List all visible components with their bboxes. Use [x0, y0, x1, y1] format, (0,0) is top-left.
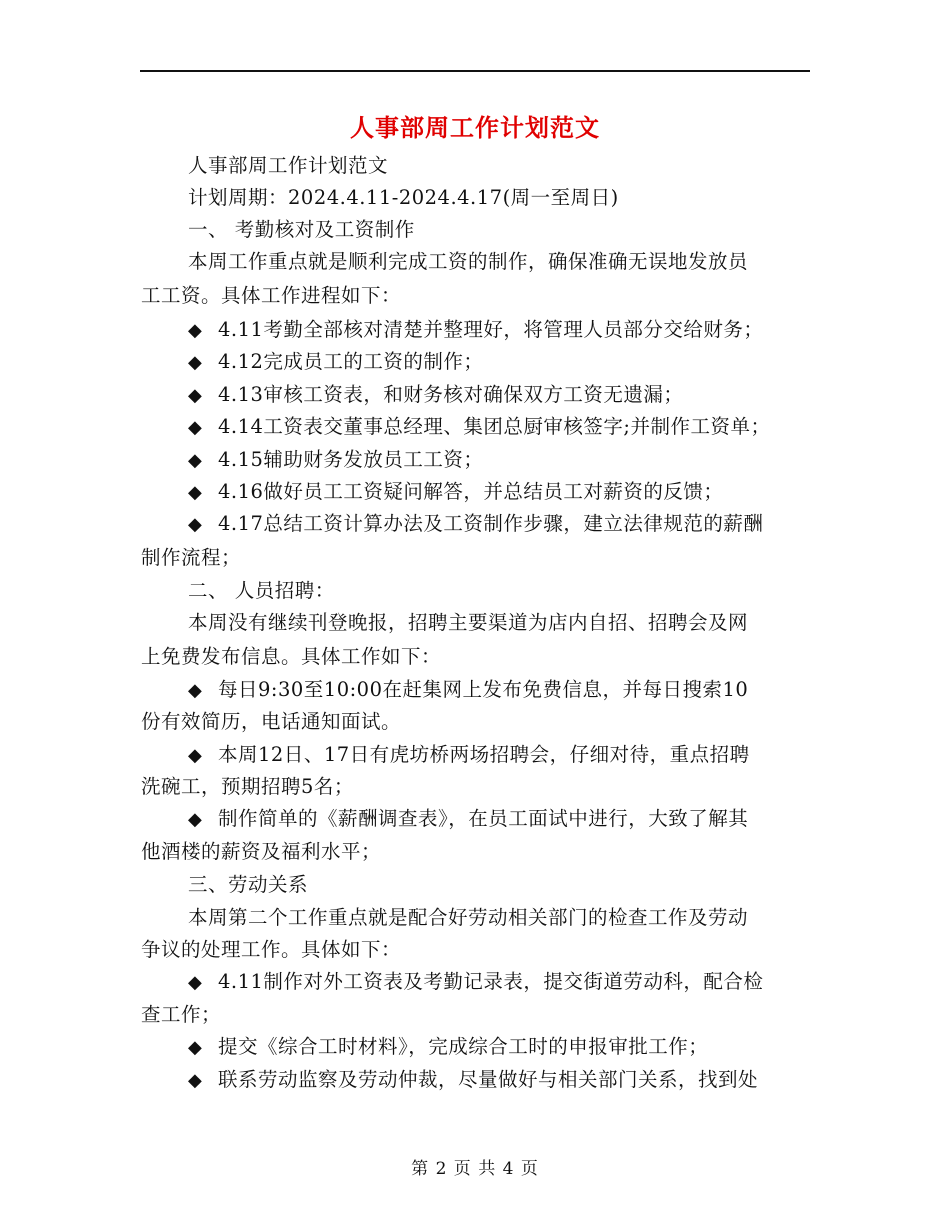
paragraph-line: 争议的处理工作。具体如下：	[141, 938, 402, 961]
list-item	[188, 678, 748, 703]
diamond-bullet-icon: ◆	[188, 482, 203, 503]
diamond-bullet-icon: ◆	[188, 352, 203, 373]
list-item-text: 4.15辅助财务发放员工工资；	[218, 448, 484, 471]
list-item	[188, 448, 483, 473]
diamond-bullet-icon: ◆	[188, 385, 203, 406]
diamond-bullet-icon: ◆	[188, 809, 203, 830]
paragraph-line: 洗碗工，预期招聘5名；	[141, 775, 354, 798]
diamond-bullet-icon: ◆	[188, 320, 203, 341]
list-item	[188, 1035, 708, 1060]
list-item	[188, 415, 771, 440]
subtitle-line: 人事部周工作计划范文	[188, 154, 389, 177]
list-item-text: 4.16做好员工工资疑问解答，并总结员工对薪资的反馈；	[218, 480, 724, 503]
diamond-bullet-icon: ◆	[188, 972, 203, 993]
list-item-text: 4.13审核工资表，和财务核对确保双方工资无遗漏；	[218, 383, 684, 406]
paragraph-line: 上免费发布信息。具体工作如下：	[141, 645, 442, 668]
list-item-text: 4.11制作对外工资表及考勤记录表，提交街道劳动科，配合检	[218, 970, 764, 993]
list-item-text: 4.11考勤全部核对清楚并整理好，将管理人员部分交给财务；	[218, 318, 764, 341]
list-item-text: 本周12日、17日有虎坊桥两场招聘会，仔细对待，重点招聘	[218, 743, 750, 766]
diamond-bullet-icon: ◆	[188, 450, 203, 471]
list-item	[188, 383, 683, 408]
list-item-text: 提交《综合工时材料》，完成综合工时的申报审批工作；	[218, 1035, 709, 1058]
list-item	[188, 480, 723, 505]
list-item-text: 4.17总结工资计算办法及工资制作步骤，建立法律规范的薪酬	[218, 512, 764, 535]
paragraph-line: 本周第二个工作重点就是配合好劳动相关部门的检查工作及劳动	[188, 906, 749, 929]
paragraph-line: 份有效简历，电话通知面试。	[141, 710, 402, 733]
diamond-bullet-icon: ◆	[188, 745, 203, 766]
paragraph-line: 他酒楼的薪资及福利水平；	[141, 840, 382, 863]
diamond-bullet-icon: ◆	[188, 1037, 203, 1058]
list-item	[188, 743, 750, 768]
section-heading-attendance: 一、 考勤核对及工资制作	[188, 218, 415, 241]
list-item-text: 联系劳动监察及劳动仲裁，尽量做好与相关部门关系，找到处	[218, 1068, 759, 1091]
paragraph-line: 制作流程；	[141, 546, 242, 569]
list-item-text: 4.12完成员工的工资的制作；	[218, 350, 484, 373]
diamond-bullet-icon: ◆	[188, 680, 203, 701]
list-item	[188, 970, 763, 995]
page-number-footer: 第 2 页 共 4 页	[411, 1159, 539, 1179]
list-item	[188, 350, 483, 375]
list-item	[188, 318, 763, 343]
list-item-text: 制作简单的《薪酬调查表》，在员工面试中进行，大致了解其	[218, 807, 749, 830]
list-item	[188, 1068, 758, 1093]
diamond-bullet-icon: ◆	[188, 514, 203, 535]
paragraph-line: 查工作；	[141, 1003, 222, 1026]
plan-period-line: 计划周期：2024.4.11-2024.4.17(周一至周日)	[188, 186, 619, 209]
list-item	[188, 512, 763, 537]
list-item-text: 每日9:30至10:00在赶集网上发布免费信息，并每日搜索10	[218, 678, 749, 701]
diamond-bullet-icon: ◆	[188, 1070, 203, 1091]
header-rule	[140, 70, 810, 72]
section-heading-labor-relations: 三、劳动关系	[188, 873, 309, 896]
paragraph-line: 本周工作重点就是顺利完成工资的制作，确保准确无误地发放员	[188, 250, 749, 273]
section-heading-recruitment: 二、 人员招聘：	[188, 579, 335, 602]
document-title: 人事部周工作计划范文	[350, 113, 600, 142]
paragraph-line: 本周没有继续刊登晚报，招聘主要渠道为店内自招、招聘会及网	[188, 611, 749, 634]
diamond-bullet-icon: ◆	[188, 417, 203, 438]
paragraph-line: 工工资。具体工作进程如下：	[141, 284, 402, 307]
list-item-text: 4.14工资表交董事总经理、集团总厨审核签字;并制作工资单；	[218, 415, 771, 438]
list-item	[188, 807, 748, 832]
